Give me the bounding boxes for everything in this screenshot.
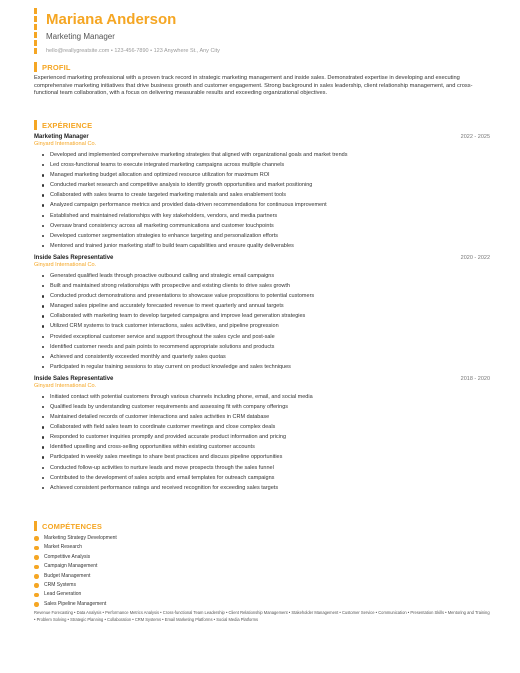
- bullet-item: Conducted product demonstrations and presentations to showcase value propositions to potential customers: [34, 291, 490, 301]
- contact-line: hello@reallygreatsite.com • 123-456-7890 • 123 Anywhere St., Any City: [46, 48, 220, 54]
- job-role: Inside Sales Representative: [34, 375, 114, 382]
- job-bullets: [34, 392, 490, 493]
- job-role: Marketing Manager: [34, 134, 89, 140]
- skill-item: Campaign Management: [34, 562, 490, 571]
- bullet-item: Responded to customer inquiries promptly and provided accurate product information and pricing: [34, 432, 490, 442]
- bullet-item: Built and maintained strong relationships with prospective and existing clients to drive sales growth: [34, 281, 490, 291]
- bullet-item: Collaborated with sales teams to create targeted marketing materials and sales enablement tools: [34, 190, 490, 200]
- job-company: Ginyard International Co.: [34, 141, 97, 147]
- job-entry: [34, 375, 490, 493]
- experience-heading: EXPÉRIENCE: [42, 120, 93, 130]
- bullet-item: Managed marketing budget allocation and optimized resource utilization for maximum ROI: [34, 170, 490, 180]
- job-entry: [34, 133, 490, 251]
- bullet-item: Conducted follow-up activities to nurture leads and move prospects through the sales funnel: [34, 463, 490, 473]
- skill-item: Market Research: [34, 543, 490, 552]
- skill-item: Budget Management: [34, 572, 490, 581]
- candidate-title: Marketing Manager: [46, 32, 115, 41]
- bullet-item: Developed customer segmentation strategies to enhance targeting and personalization efforts: [34, 231, 490, 241]
- bullet-item: Oversaw brand consistency across all marketing communications and customer touchpoints: [34, 221, 490, 231]
- bullet-item: Conducted market research and competitive analysis to identify growth opportunities and market positioning: [34, 180, 490, 190]
- bullet-item: Achieved consistent performance ratings and received recognition for exceeding sales targets: [34, 483, 490, 493]
- bullet-item: Established and maintained relationships with key stakeholders, vendors, and media partners: [34, 211, 490, 221]
- experience-section: [34, 120, 490, 493]
- job-dates: 2022 - 2025: [460, 134, 490, 140]
- bullet-item: Analyzed campaign performance metrics and provided data-driven recommendations for continuous improvement: [34, 200, 490, 210]
- bullet-item: Collaborated with marketing team to develop targeted campaigns and improve lead generation strategies: [34, 311, 490, 321]
- candidate-name: Mariana Anderson: [46, 11, 177, 28]
- bullet-item: Provided exceptional customer service and support throughout the sales cycle and post-sale: [34, 332, 490, 342]
- skills-list: [34, 534, 490, 609]
- resume-header: [34, 8, 494, 54]
- bullet-item: Contributed to the development of sales scripts and email templates for outreach campaigns: [34, 473, 490, 483]
- job-dates: 2020 - 2022: [460, 254, 490, 261]
- job-company: Ginyard International Co.: [34, 382, 97, 389]
- job-role: Inside Sales Representative: [34, 254, 114, 261]
- bullet-item: Participated in weekly sales meetings to share best practices and discuss pipeline opportunities: [34, 452, 490, 462]
- skill-item: Competitive Analysis: [34, 553, 490, 562]
- bullet-item: Qualified leads by understanding customer requirements and assessing fit with company offerings: [34, 402, 490, 412]
- job-entry: [34, 254, 490, 372]
- skill-item: Marketing Strategy Development: [34, 534, 490, 543]
- profile-heading: PROFIL: [42, 62, 71, 72]
- job-dates: 2018 - 2020: [460, 375, 490, 382]
- experience-heading-bar: [34, 120, 490, 130]
- bullet-item: Initiated contact with potential customers through various channels including phone, email, and social media: [34, 392, 490, 402]
- job-bullets: [34, 271, 490, 372]
- profile-heading-bar: [34, 62, 490, 72]
- bullet-item: Led cross-functional teams to execute integrated marketing campaigns across multiple channels: [34, 160, 490, 170]
- skills-heading: COMPÉTENCES: [42, 521, 103, 531]
- bullet-item: Mentored and trained junior marketing staff to build team capabilities and ensure quality deliverables: [34, 241, 490, 251]
- bullet-item: Collaborated with field sales team to coordinate customer meetings and close complex deals: [34, 422, 490, 432]
- bullet-item: Utilized CRM systems to track customer interactions, sales activities, and pipeline progression: [34, 321, 490, 331]
- bullet-item: Developed and implemented comprehensive marketing strategies that aligned with organizational goals and market trends: [34, 150, 490, 160]
- profile-section: [34, 62, 490, 98]
- job-bullets: [34, 150, 490, 251]
- additional-skills: Revenue Forecasting • Data Analysis • Performance Metrics Analysis • Cross-functional Team Leadership • Client Relationship Management • Stakeholder Management • Customer Service • Communication • Presentation Skills • Mentoring and Training • Problem Solving • Strategic Planning • Collaboration • CRM Systems • Email Marketing Platforms • Social Media Platforms: [34, 610, 490, 622]
- bullet-item: Participated in regular training sessions to stay current on product knowledge and sales techniques: [34, 362, 490, 372]
- bullet-item: Managed sales pipeline and accurately forecasted revenue to meet quarterly and annual targets: [34, 301, 490, 311]
- skills-section: [34, 521, 490, 623]
- job-company: Ginyard International Co.: [34, 261, 97, 268]
- skill-item: Lead Generation: [34, 590, 490, 599]
- profile-summary: Experienced marketing professional with a proven track record in strategic marketing management and inside sales. Demonstrated expertise in developing and executing comprehensive marketing initiatives that drive business growth and customer engagement. Strong background in sales leadership, client relationship management, and cross-functional team collaboration, with a focus on delivering measurable results and exceeding organizational objectives.: [34, 75, 473, 97]
- bullet-item: Achieved and consistently exceeded monthly and quarterly sales quotas: [34, 352, 490, 362]
- skills-heading-bar: [34, 521, 490, 531]
- bullet-item: Generated qualified leads through proactive outbound calling and strategic email campaigns: [34, 271, 490, 281]
- bullet-item: Identified customer needs and pain points to recommend appropriate solutions and products: [34, 342, 490, 352]
- skill-item: CRM Systems: [34, 581, 490, 590]
- skill-item: Sales Pipeline Management: [34, 600, 490, 609]
- bullet-item: Maintained detailed records of customer interactions and sales activities in CRM database: [34, 412, 490, 422]
- bullet-item: Identified upselling and cross-selling opportunities within existing customer accounts: [34, 442, 490, 452]
